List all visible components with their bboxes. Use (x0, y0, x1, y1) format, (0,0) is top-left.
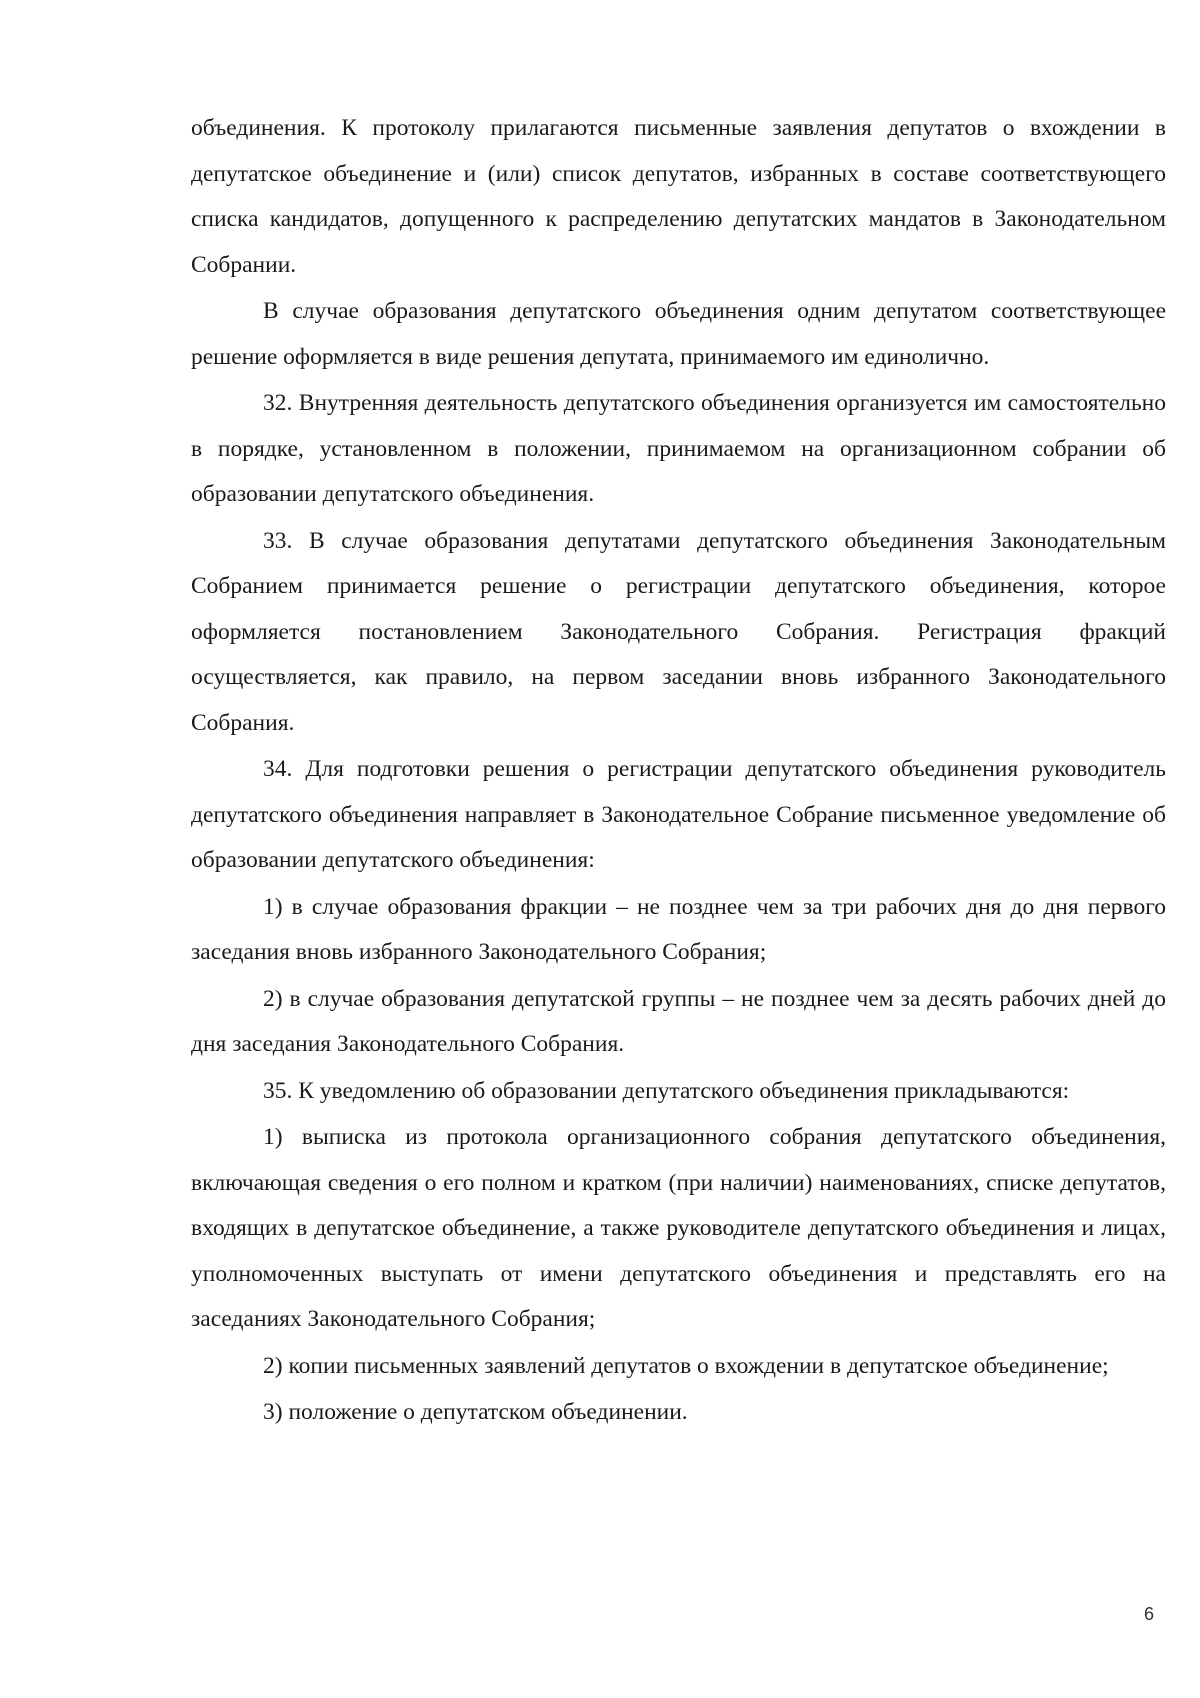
paragraph-34-item-1: 1) в случае образования фракции – не позднее чем за три рабочих дня до дня первого заседания вновь избранного Законодательного Собрания; (191, 893, 1166, 965)
paragraph-35-item-1: 1) выписка из протокола организационного собрания депутатского объединения, включающая сведения о его полном и кратком (при наличии) наименованиях, списке депутатов, входящих в депутатское объединение, а также руководителе депутатского объединения и лицах, уполномоченных выступать от имени депутатского объединения и представлять его на заседаниях Законодательного Собрания; (191, 1124, 1166, 1332)
paragraph-33: 33. В случае образования депутатами депутатского объединения Законодательным Собранием принимается решение о регистрации депутатского объединения, которое оформляется постановлением Законодательного Собрания. Регистрация фракций осуществляется, как правило, на первом заседании вновь избранного Законодательного Собрания. (191, 527, 1166, 736)
paragraph-35-item-2: 2) копии письменных заявлений депутатов о вхождении в депутатское объединение; (263, 1352, 1109, 1379)
paragraph-35: 35. К уведомлению об образовании депутатского объединения прикладываются: (263, 1077, 1070, 1104)
paragraph-34: 34. Для подготовки решения о регистрации депутатского объединения руководитель депутатского объединения направляет в Законодательное Собрание письменное уведомление об образовании депутатского объединения: (191, 756, 1166, 873)
page-number: 6 (1144, 1604, 1155, 1624)
paragraph-continuation: объединения. К протоколу прилагаются письменные заявления депутатов о вхождении в депутатское объединение и (или) список депутатов, избранных в составе соответствующего списка кандидатов, допущенного к распределению депутатских мандатов в Законодательном Собрании. (191, 115, 1166, 278)
paragraph-34-item-2: 2) в случае образования депутатской группы – не позднее чем за десять рабочих дней до дня заседания Законодательного Собрания. (191, 985, 1166, 1057)
paragraph-single-deputy: В случае образования депутатского объединения одним депутатом соответствующее решение оформляется в виде решения депутата, принимаемого им единолично. (191, 298, 1166, 370)
paragraph-35-item-3: 3) положение о депутатском объединении. (263, 1399, 688, 1425)
paragraph-32: 32. Внутренняя деятельность депутатского объединения организуется им самостоятельно в порядке, установленном в положении, принимаемом на организационном собрании об образовании депутатского объединения. (191, 390, 1166, 507)
document-body (191, 106, 1166, 1437)
